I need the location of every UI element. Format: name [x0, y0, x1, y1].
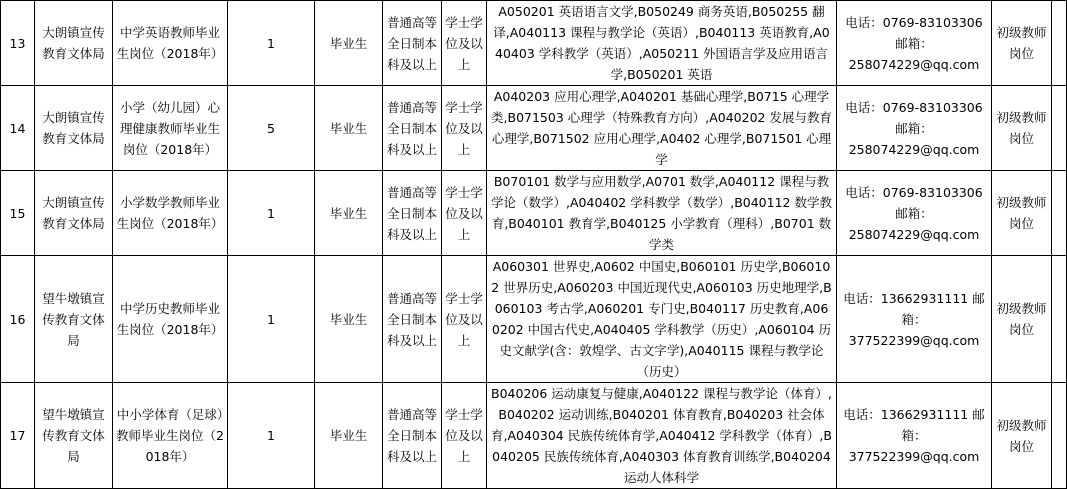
contact-info	[837, 86, 992, 171]
contact-info	[837, 171, 992, 256]
education-requirement: 普通高等全日制本科及以上	[383, 256, 442, 383]
row-number: 14	[1, 86, 35, 171]
empty-cell	[1052, 171, 1067, 256]
contact-line: 电话：0769-83103306	[845, 184, 983, 200]
major-requirement: A040203 应用心理学,A040201 基础心理学,B0715 心理学类,B071503 心理学（特殊教育方向）,A040202 发展与教育心理学,B071502 应用心理学,A0402 心理学,B071501 心理学	[487, 86, 837, 171]
contact-line: 邮箱：	[895, 35, 933, 51]
hiring-count: 1	[228, 256, 315, 383]
hiring-unit: 望牛墩镇宣传教育文体局	[35, 383, 113, 489]
contact-line: 电话：13662931111 邮箱：	[843, 290, 985, 327]
contact-line: 邮箱：	[895, 120, 933, 136]
position-name: 中学历史教师毕业生岗位（2018年）	[113, 256, 228, 383]
hiring-unit: 大朗镇宣传教育文体局	[35, 86, 113, 171]
empty-cell	[1052, 86, 1067, 171]
hiring-unit: 大朗镇宣传教育文体局	[35, 1, 113, 86]
degree-requirement: 学士学位及以上	[442, 256, 487, 383]
education-requirement: 普通高等全日制本科及以上	[383, 383, 442, 489]
applicant-type: 毕业生	[315, 1, 383, 86]
contact-line: 电话：0769-83103306	[845, 14, 983, 30]
hiring-count: 5	[228, 86, 315, 171]
contact-line: 邮箱：	[895, 205, 933, 221]
empty-cell	[1052, 256, 1067, 383]
position-level: 初级教师岗位	[992, 171, 1052, 256]
row-number: 13	[1, 1, 35, 86]
education-requirement: 普通高等全日制本科及以上	[383, 86, 442, 171]
major-requirement: B040206 运动康复与健康,A040122 课程与教学论（体育）,B040202 运动训练,B040201 体育教育,B040203 社会体育,A040304 民族传统体育学,A040412 学科教学（体育）,B040205 民族传统体育,A040303 体育教育训练学,B040204 运动人体科学	[487, 383, 837, 489]
table-row	[1, 256, 1067, 383]
contact-info	[837, 383, 992, 489]
row-number: 17	[1, 383, 35, 489]
row-number: 15	[1, 171, 35, 256]
position-name: 中学英语教师毕业生岗位（2018年）	[113, 1, 228, 86]
position-name: 小学数学教师毕业生岗位（2018年）	[113, 171, 228, 256]
hiring-count: 1	[228, 1, 315, 86]
contact-line: 电话：13662931111 邮箱：	[843, 407, 985, 443]
position-name: 小学（幼儿园）心理健康教师毕业生岗位（2018年）	[113, 86, 228, 171]
table-row	[1, 86, 1067, 171]
applicant-type: 毕业生	[315, 171, 383, 256]
table-row	[1, 1, 1067, 86]
empty-cell	[1052, 1, 1067, 86]
contact-info	[837, 1, 992, 86]
contact-line: 258074229@qq.com	[848, 226, 980, 242]
degree-requirement: 学士学位及以上	[442, 1, 487, 86]
hiring-unit: 望牛墩镇宣传教育文体局	[35, 256, 113, 383]
row-number: 16	[1, 256, 35, 383]
education-requirement: 普通高等全日制本科及以上	[383, 1, 442, 86]
hiring-unit: 大朗镇宣传教育文体局	[35, 171, 113, 256]
position-name: 中小学体育（足球）教师毕业生岗位（2018年）	[113, 383, 228, 489]
contact-line: 258074229@qq.com	[848, 141, 980, 157]
major-requirement: B070101 数学与应用数学,A0701 数学,A040112 课程与教学论（数学）,A040402 学科教学（数学）,B040112 数学教育,B040101 教育学,B040125 小学教育（理科）,B0701 数学类	[487, 171, 837, 256]
position-level: 初级教师岗位	[992, 256, 1052, 383]
table-row	[1, 383, 1067, 489]
degree-requirement: 学士学位及以上	[442, 86, 487, 171]
empty-cell	[1052, 383, 1067, 489]
position-level: 初级教师岗位	[992, 86, 1052, 171]
contact-line: 377522399@qq.com	[848, 332, 980, 348]
contact-info	[837, 256, 992, 383]
hiring-count: 1	[228, 171, 315, 256]
degree-requirement: 学士学位及以上	[442, 383, 487, 489]
contact-line: 258074229@qq.com	[848, 56, 980, 72]
table-row	[1, 171, 1067, 256]
applicant-type: 毕业生	[315, 383, 383, 489]
contact-line: 377522399@qq.com	[848, 449, 980, 464]
position-level: 初级教师岗位	[992, 1, 1052, 86]
major-requirement: A050201 英语语言文学,B050249 商务英语,B050255 翻译,A040113 课程与教学论（英语）,B040113 英语教育,A040403 学科教学（英语）,A050211 外国语言学及应用语言学,B050201 英语	[487, 1, 837, 86]
position-level: 初级教师岗位	[992, 383, 1052, 489]
applicant-type: 毕业生	[315, 256, 383, 383]
degree-requirement: 学士学位及以上	[442, 171, 487, 256]
contact-line: 电话：0769-83103306	[845, 99, 983, 115]
applicant-type: 毕业生	[315, 86, 383, 171]
hiring-count: 1	[228, 383, 315, 489]
major-requirement: A060301 世界史,A0602 中国史,B060101 历史学,B060102 世界历史,A060203 中国近现代史,A060103 历史地理学,B060103 考古学,A060201 专门史,B040117 历史教育,A060202 中国古代史,A040405 学科教学（历史）,A060104 历史文献学(含：敦煌学、古文字学),A040115 课程与教学论（历史）	[487, 256, 837, 383]
education-requirement: 普通高等全日制本科及以上	[383, 171, 442, 256]
